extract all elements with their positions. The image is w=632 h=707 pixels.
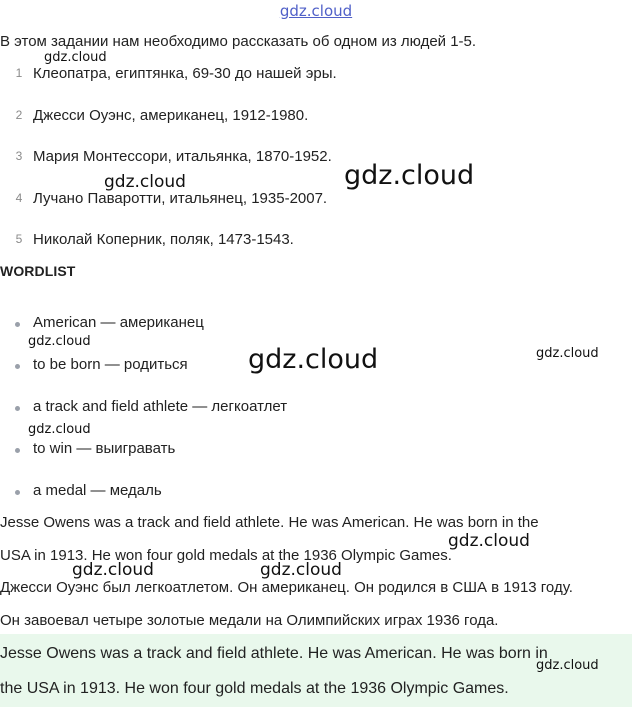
bullet-icon — [15, 448, 20, 453]
watermark: gdz.cloud — [104, 172, 186, 192]
list-text: Лучано Паваротти, итальянец, 1935-2007. — [33, 190, 328, 207]
russian-text-line: Он завоевал четыре золотые медали на Олимпийских играх 1936 года. — [0, 612, 499, 629]
list-number: 3 — [15, 149, 23, 163]
list-number: 5 — [15, 232, 23, 246]
answer-line: the USA in 1913. He won four gold medals at the 1936 Olympic Games. — [0, 680, 509, 697]
bullet-icon — [15, 406, 20, 411]
list-text: Джесси Оуэнс, американец, 1912-1980. — [33, 107, 309, 124]
watermark: gdz.cloud — [260, 560, 342, 580]
watermark: gdz.cloud — [44, 50, 107, 65]
list-number: 4 — [15, 191, 23, 205]
list-text: Мария Монтессори, итальянка, 1870-1952. — [33, 148, 332, 165]
bullet-icon — [15, 364, 20, 369]
english-text-line: Jesse Owens was a track and field athlete. He was American. He was born in the — [0, 514, 539, 531]
list-text: Клеопатра, египтянка, 69-30 до нашей эры. — [33, 65, 337, 82]
wordlist-heading: WORDLIST — [0, 263, 76, 279]
answer-line: Jesse Owens was a track and field athlete. He was American. He was born in — [0, 645, 548, 662]
watermark: gdz.cloud — [448, 531, 530, 551]
list-number: 1 — [15, 66, 23, 80]
task-intro: В этом задании нам необходимо рассказать об одном из людей 1-5. — [0, 33, 477, 50]
list-text: to be born — родиться — [33, 356, 188, 373]
site-logo-link[interactable]: gdz.cloud — [279, 2, 353, 20]
watermark: gdz.cloud — [28, 422, 91, 437]
watermark: gdz.cloud — [536, 346, 599, 361]
list-text: Николай Коперник, поляк, 1473-1543. — [33, 231, 294, 248]
russian-text-line: Джесси Оуэнс был легкоатлетом. Он американец. Он родился в США в 1913 году. — [0, 579, 573, 596]
watermark: gdz.cloud — [536, 658, 599, 673]
english-text-line: USA in 1913. He won four gold medals at the 1936 Olympic Games. — [0, 547, 452, 564]
list-text: American — американец — [33, 314, 204, 331]
list-text: a medal — медаль — [33, 482, 162, 499]
bullet-icon — [15, 490, 20, 495]
watermark: gdz.cloud — [344, 160, 475, 191]
watermark: gdz.cloud — [72, 560, 154, 580]
bullet-icon — [15, 322, 20, 327]
watermark: gdz.cloud — [248, 344, 379, 375]
watermark: gdz.cloud — [28, 334, 91, 349]
list-text: a track and field athlete — легкоатлет — [33, 398, 288, 415]
list-number: 2 — [15, 108, 23, 122]
list-text: to win — выигравать — [33, 440, 176, 457]
